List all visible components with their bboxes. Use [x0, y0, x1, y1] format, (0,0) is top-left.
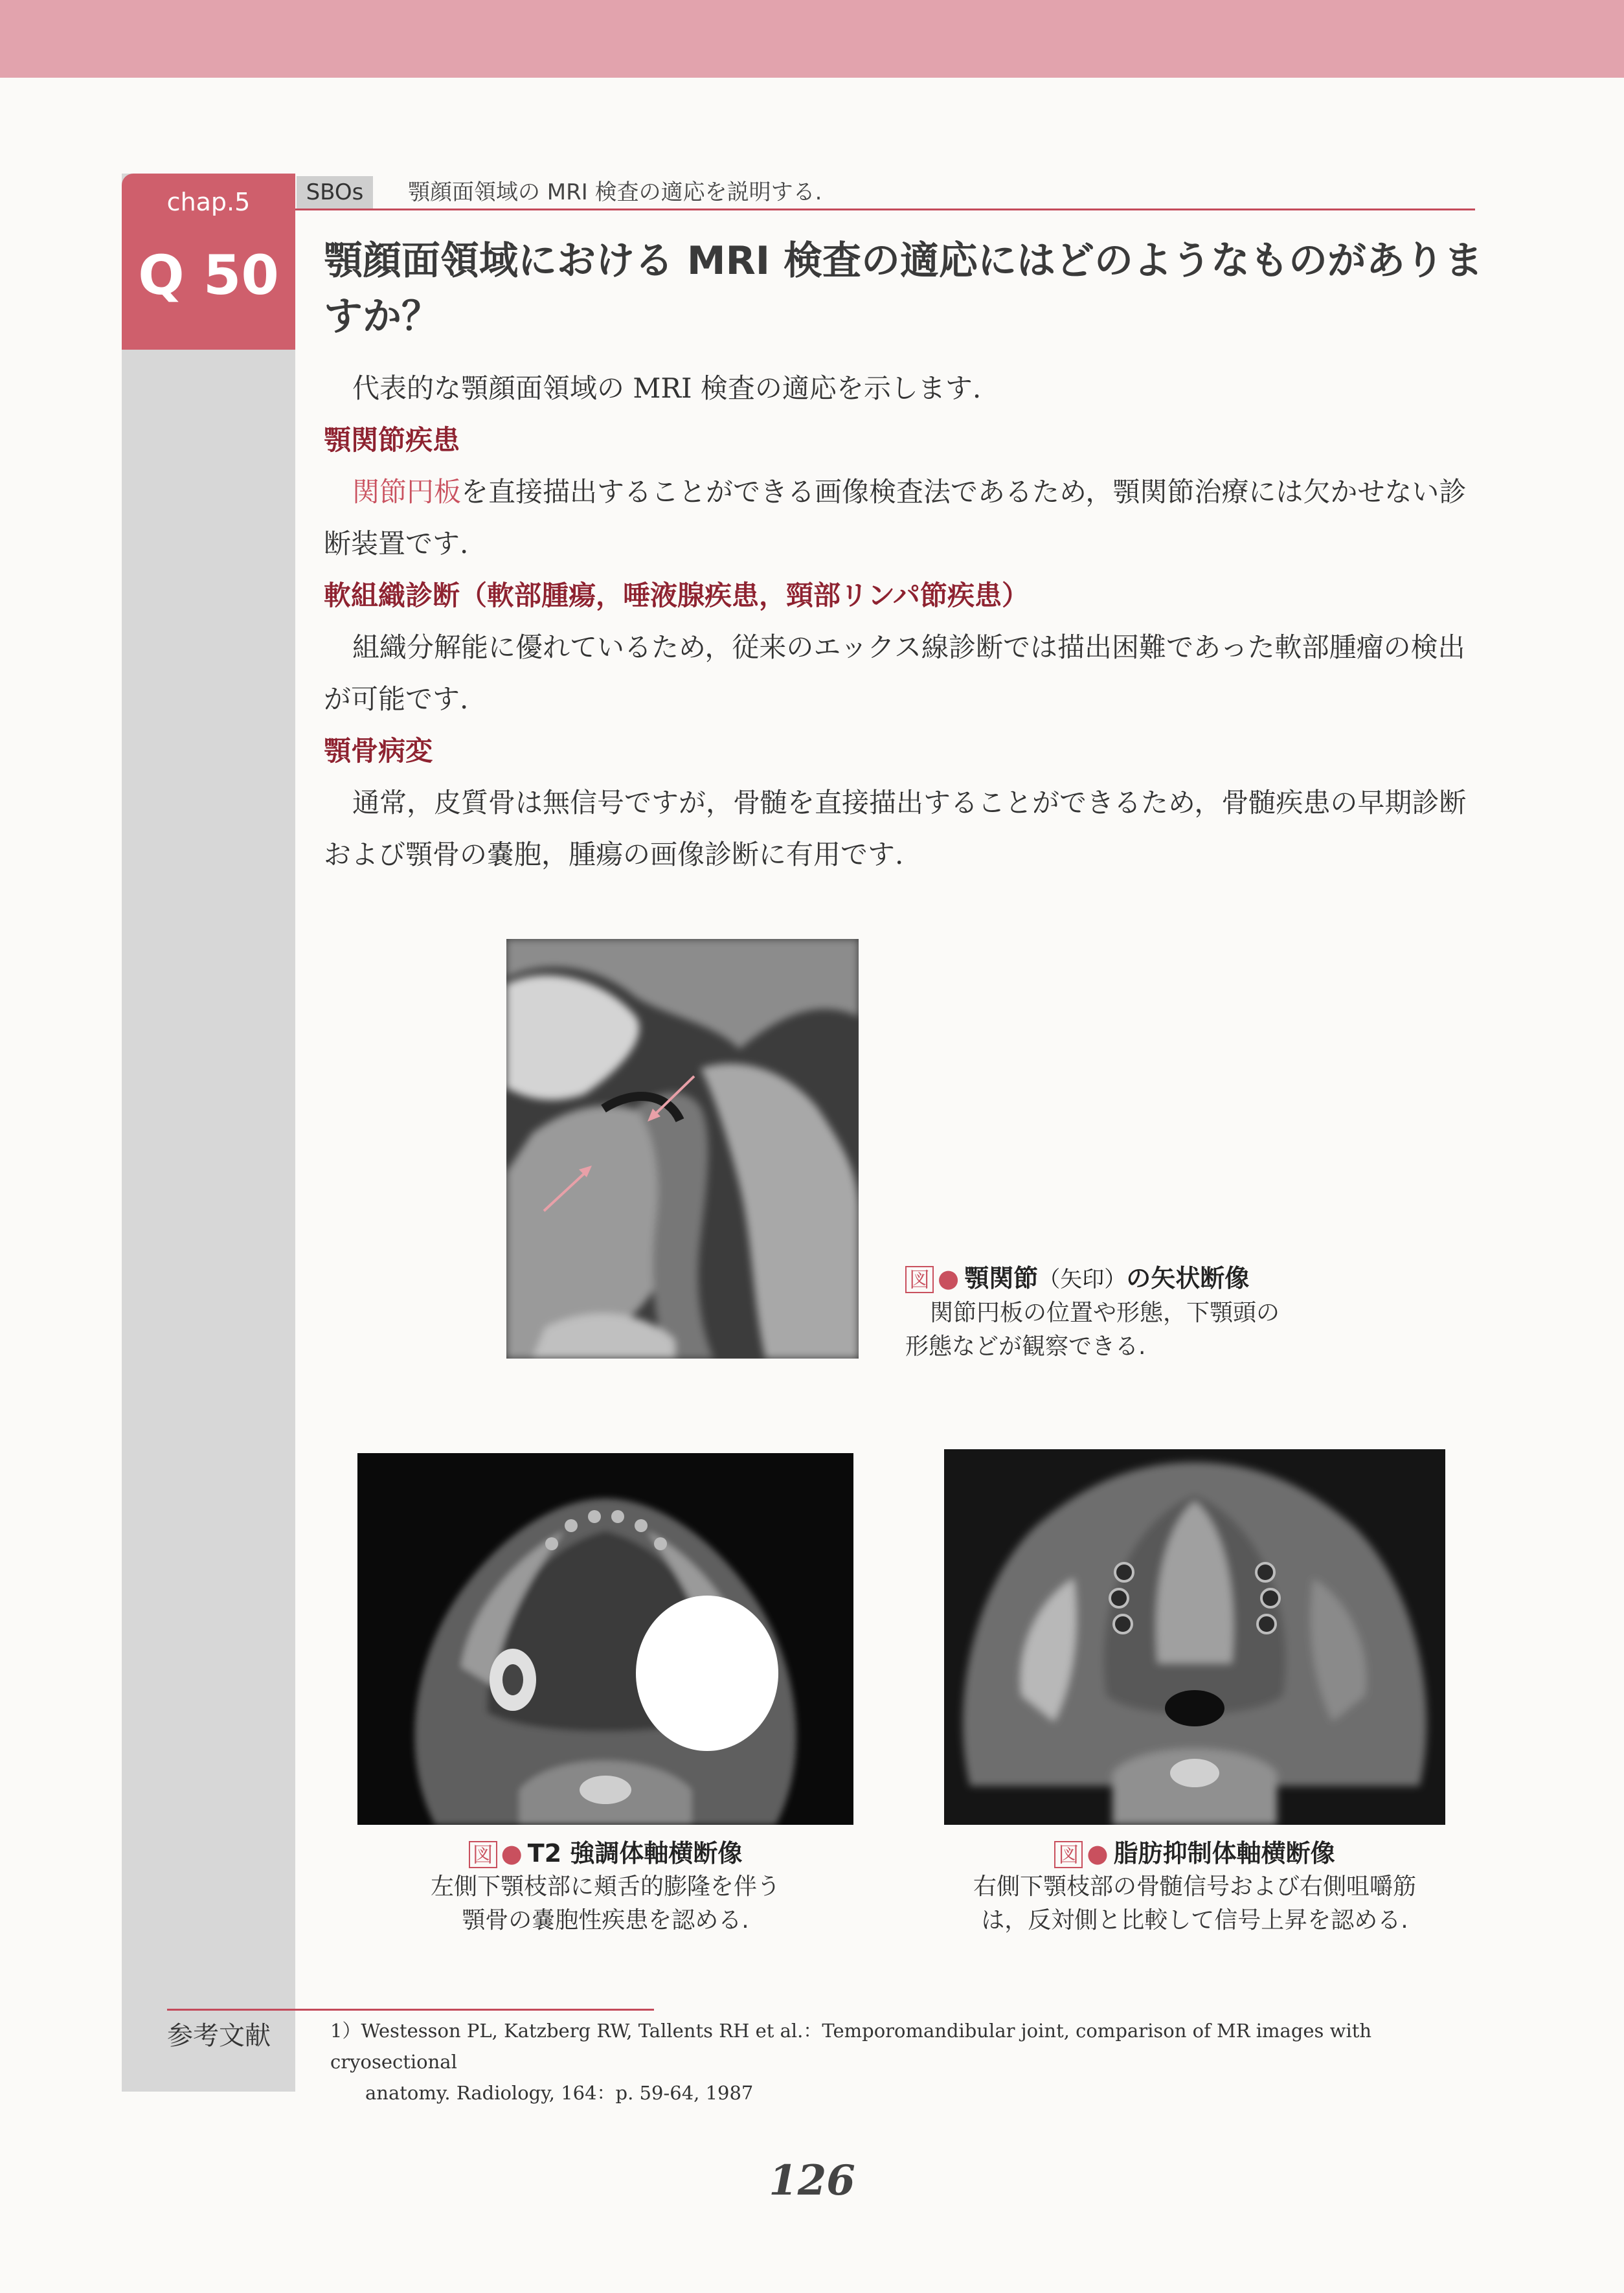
chapter-label: chap.5	[166, 188, 251, 216]
section-text-tmj	[324, 466, 1476, 570]
figure-title-text: T2 強調体軸横断像	[527, 1839, 743, 1868]
sbos-objective: 顎顔面領域の MRI 検査の適応を説明する.	[408, 179, 822, 205]
figure-title-text: 脂肪抑制体軸横断像	[1113, 1839, 1335, 1868]
bullet-dot-icon: ●	[938, 1264, 960, 1293]
figure-title-paren: （矢印）	[1038, 1267, 1127, 1293]
figure-title-tmj	[905, 1261, 1359, 1296]
figure-caption-line: は，反対側と比較して信号上昇を認める.	[981, 1907, 1408, 1934]
figure-caption-line: 関節円板の位置や形態，下顎頭の	[930, 1300, 1280, 1326]
sbos-divider	[295, 209, 1475, 210]
key-term-articular-disc: 関節円板	[352, 476, 462, 508]
question-title: 顎顔面領域における MRI 検査の適応にはどのようなものがありますか？	[324, 238, 1483, 339]
answer-body	[324, 363, 1476, 881]
figure-caption-line: 左側下顎枝部に頬舌的膨隆を伴う	[430, 1873, 780, 1900]
section-text-soft-tissue: 組織分解能に優れているため，従来のエックス線診断では描出困難であった軟部腫瘤の検出が可能です.	[324, 631, 1465, 715]
references-divider	[167, 2009, 654, 2011]
figure-zu-label: 図	[469, 1841, 497, 1868]
section-text-jaw-bone: 通常，皮質骨は無信号ですが，骨髄を直接描出することができるため，骨髄疾患の早期診断および顎骨の嚢胞，腫瘍の画像診断に有用です.	[324, 787, 1467, 870]
figure-zu-label: 図	[1054, 1841, 1083, 1868]
figure-title-fat-suppressed	[932, 1836, 1457, 1870]
figure-caption-fat-suppressed	[932, 1836, 1457, 1937]
fat-suppressed-axial-mri-image	[944, 1449, 1445, 1825]
figure-caption-tmj	[905, 1261, 1359, 1364]
intro-text: 代表的な顎顔面領域の MRI 検査の適応を示します.	[352, 372, 982, 404]
figure-zu-label: 図	[905, 1266, 934, 1293]
figure-title-t2	[357, 1836, 853, 1870]
figure-caption-line: 右側下顎枝部の骨髄信号および右側咀嚼筋	[973, 1873, 1416, 1900]
section-heading-soft-tissue: 軟組織診断（軟部腫瘍，唾液腺疾患，頸部リンパ節疾患）	[324, 580, 1030, 611]
bullet-dot-icon: ●	[1087, 1839, 1109, 1868]
question-box	[122, 174, 295, 350]
figure-title-suffix: の矢状断像	[1126, 1264, 1250, 1293]
bullet-dot-icon: ●	[501, 1839, 523, 1868]
figure-caption-line: 顎骨の嚢胞性疾患を認める.	[462, 1907, 749, 1934]
figure-caption-t2	[357, 1836, 853, 1937]
reference-line-1: 1）Westesson PL, Katzberg RW, Tallents RH et al.：Temporomandibular joint, comparison of MR images with cryosectional	[330, 2020, 1372, 2073]
section-heading-tmj: 顎関節疾患	[324, 424, 460, 456]
reference-line-2: anatomy. Radiology, 164：p. 59-64, 1987	[365, 2082, 754, 2104]
figure-title-text: 顎関節	[964, 1264, 1039, 1293]
page-number: 126	[769, 2156, 855, 2205]
figure-caption-line: 形態などが観察できる.	[905, 1333, 1146, 1360]
top-color-band	[0, 0, 1624, 78]
tmj-sagittal-mri-image	[506, 939, 859, 1359]
t2-axial-mri-image	[357, 1453, 853, 1825]
question-number: Q 50	[138, 243, 279, 307]
section-text-tmj-rest: を直接描出することができる画像検査法であるため，顎関節治療には欠かせない診断装置です.	[324, 476, 1467, 559]
sidebar-strip	[122, 174, 295, 2092]
references-label: 参考文献	[167, 2021, 271, 2051]
sbos-tag: SBOs	[297, 176, 373, 209]
section-heading-jaw-bone: 顎骨病変	[324, 735, 433, 767]
reference-entry	[330, 2015, 1483, 2108]
